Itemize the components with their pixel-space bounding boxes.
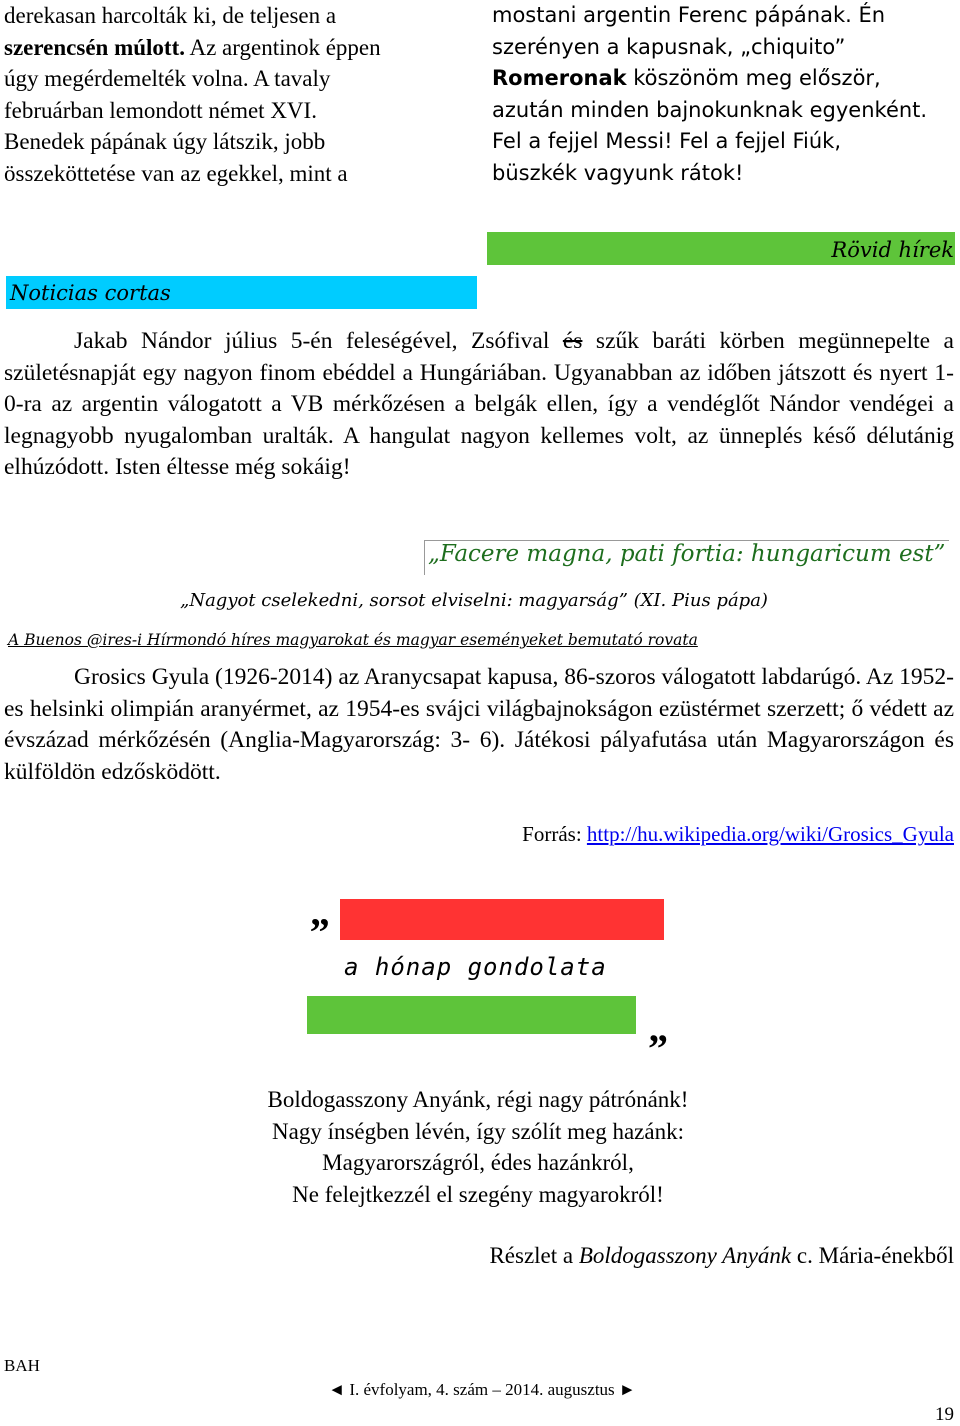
noticias-cortas-label: Noticias cortas bbox=[10, 281, 171, 305]
grosics-paragraph: Grosics Gyula (1926-2014) az Aranycsapat kapusa, 86-szoros válogatott labdarúgó. Az 1952-es helsinki olimpián aranyérmet, az 1954-es svájci világbajnokságon ezüstérmet szerzett; ő védett az évszázad mérkőzésén (Anglia-Magyarország: 3- 6). Játékosi pályafutása után Magyarországon és külföldön edzősködött. bbox=[4, 664, 954, 785]
news-paragraph: Jakab Nándor július 5-én feleségével, Zsófival és szűk baráti körben megünnepelte a születésnapját egy nagyon finom ebéddel a Hungáriában. Ugyanabban az időben játszott és nyert 1-0-ra az argentin válogatott a VB mérkőzésen a belgák ellen, így a vendéglőt Nándor vendégei a legnagyobb nyugalomban uralták. A hangulat nagyon kellemes volt, az ünneplés késő délutánig elhúzódott. Isten éltesse még sokáig! bbox=[4, 328, 954, 481]
poem bbox=[0, 1084, 956, 1210]
source-label: Forrás: bbox=[522, 822, 587, 846]
footer-initials: BAH bbox=[4, 1356, 40, 1375]
quote-open-mark: „ bbox=[310, 889, 330, 934]
motto-hungarian: „Nagyot cselekedni, sorsot elviselni: magyarság” (XI. Pius pápa) bbox=[180, 590, 768, 611]
right-line: büszkék vagyunk rátok! bbox=[492, 160, 744, 185]
poem-line: Ne felejtkezzél el szegény magyarokról! bbox=[292, 1181, 664, 1207]
right-line: azután minden bajnokunknak egyenként. bbox=[492, 97, 928, 122]
right-line: mostani argentin Ferenc pápának. Én bbox=[492, 3, 886, 27]
left-line: szerencsén múlott. Az argentinok éppen bbox=[4, 34, 381, 60]
right-column bbox=[492, 0, 954, 189]
left-line: összeköttetése van az egekkel, mint a bbox=[4, 160, 348, 186]
left-line: februárban lemondott német XVI. bbox=[4, 97, 317, 123]
motto-latin: „Facere magna, pati fortia: hungaricum est” bbox=[428, 541, 946, 567]
footer-issue: ◄ I. évfolyam, 4. szám – 2014. augusztus ► bbox=[328, 1380, 636, 1399]
thought-red-bar bbox=[340, 899, 664, 940]
right-line: szerényen a kapusnak, „chiquito” bbox=[492, 34, 846, 59]
poem-reference: Részlet a Boldogasszony Anyánk c. Mária-énekből bbox=[489, 1243, 954, 1268]
quote-close-mark: ” bbox=[648, 1026, 668, 1071]
left-column bbox=[4, 0, 464, 189]
thought-green-bar bbox=[307, 996, 636, 1034]
page-number: 19 bbox=[935, 1404, 954, 1425]
source-link[interactable]: http://hu.wikipedia.org/wiki/Grosics_Gyula bbox=[586, 822, 954, 846]
left-line: derekasan harcolták ki, de teljesen a bbox=[4, 3, 337, 28]
left-line: Benedek pápának úgy látszik, jobb bbox=[4, 129, 326, 154]
left-line: úgy megérdemelték volna. A tavaly bbox=[4, 66, 331, 91]
poem-line: Magyarországról, édes hazánkról, bbox=[322, 1150, 634, 1175]
thought-title: a hónap gondolata bbox=[344, 953, 607, 981]
poem-line: Boldogasszony Anyánk, régi nagy pátrónánk! bbox=[267, 1087, 689, 1112]
rubric-title: A Buenos @ires-i Hírmondó híres magyarokat és magyar eseményeket bemutató rovata bbox=[8, 631, 698, 649]
poem-line: Nagy ínségben lévén, így szólít meg hazánk: bbox=[272, 1118, 684, 1144]
rovid-hirek-label: Rövid hírek bbox=[831, 238, 954, 262]
right-line: Fel a fejjel Messi! Fel a fejjel Fiúk, bbox=[492, 129, 842, 153]
source-line bbox=[522, 822, 954, 847]
right-line: Romeronak köszönöm meg először, bbox=[492, 66, 881, 90]
